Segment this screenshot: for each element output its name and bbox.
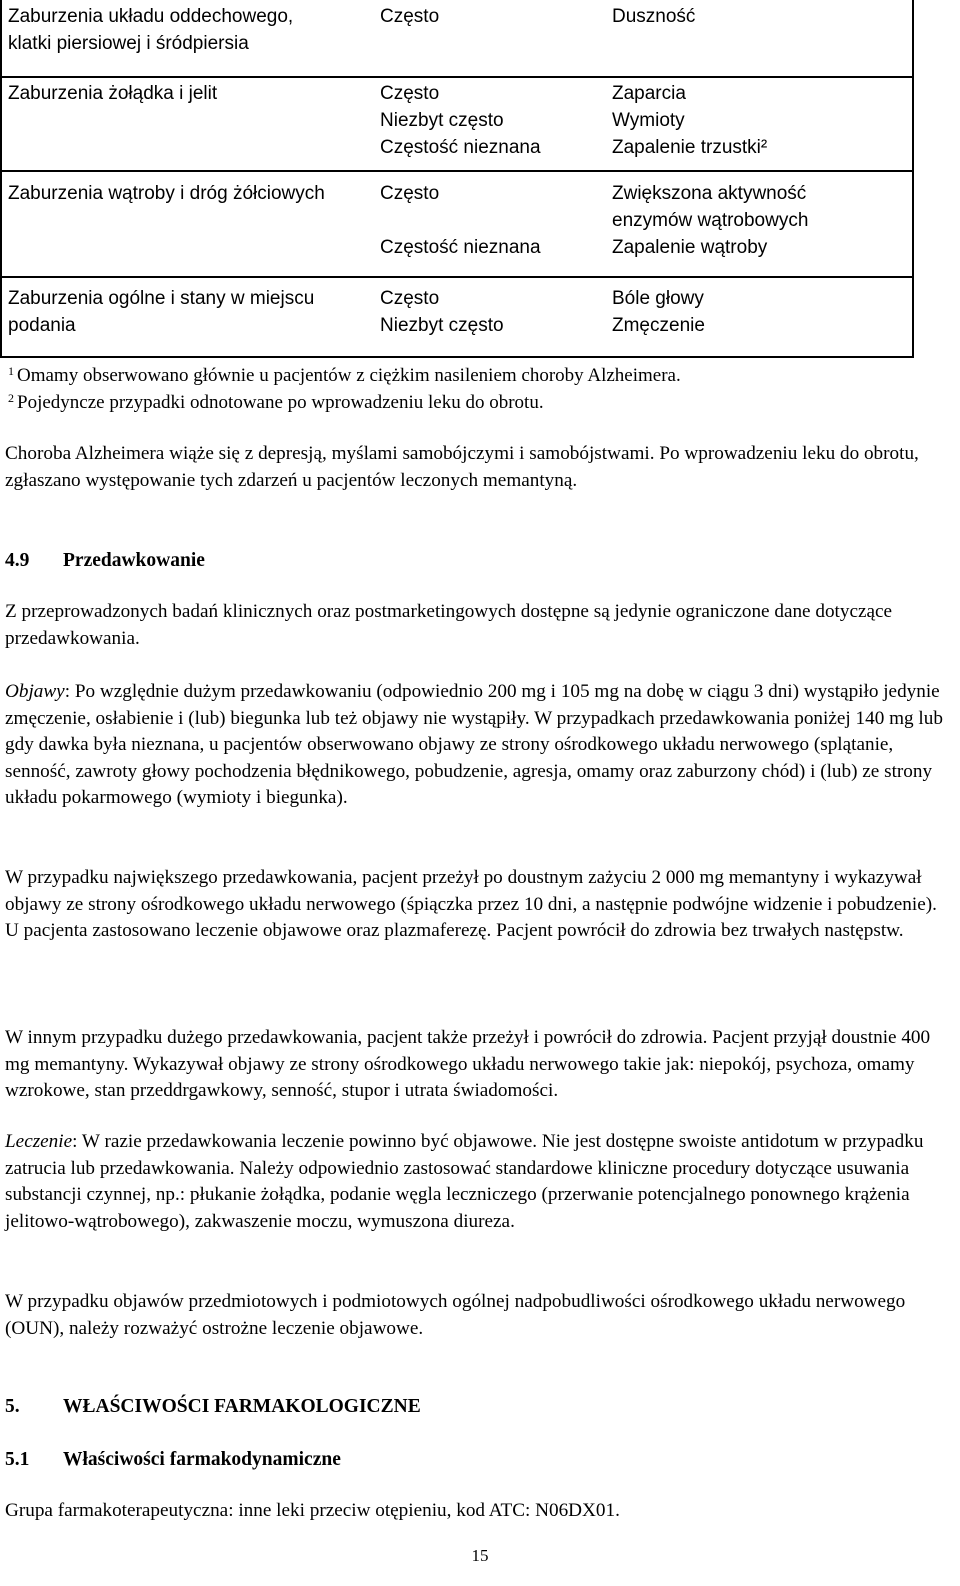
frequency-cell: Często Niezbyt często Częstość nieznana: [380, 83, 541, 158]
section-number: 5.: [5, 1396, 20, 1417]
cns-paragraph: W przypadku objawów przedmiotowych i podmiotowych ogólnej nadpobudliwości ośrodkowego układu nerwowego (OUN), należy rozważyć ostrożne leczenie objawowe.: [5, 1291, 906, 1339]
reaction-cell: Zaparcia Wymioty Zapalenie trzustki²: [612, 83, 768, 158]
footnote-mark: 2: [8, 391, 14, 405]
overdose-intro-paragraph: Z przeprowadzonych badań klinicznych oraz postmarketingowych dostępne są jedynie ograniczone dane dotyczące przedawkowania.: [5, 601, 893, 649]
treatment-text: : W razie przedawkowania leczenie powinno być objawowe. Nie jest dostępne swoiste antidotum w przypadku zatrucia lub przedawkowania. Należy odpowiednio zastosować standardowe kliniczne procedury dotyczące usuwania substancji czynnej, np.: płukanie żołądka, podanie węgla leczniczego (przerwanie potencjalnego ponownego krążenia jelitowo-wątrobowego), zakwaszenie moczu, wymuszona diureza.: [5, 1131, 924, 1232]
frequency-cell: Często Częstość nieznana: [380, 183, 541, 258]
reaction-cell: Bóle głowy Zmęczenie: [612, 288, 705, 336]
footnote-1: [8, 362, 938, 389]
section-number: 5.1: [5, 1449, 30, 1470]
reaction-cell: Zwiększona aktywność enzymów wątrobowych Zapalenie wątroby: [612, 183, 809, 258]
reaction-cell: Duszność: [612, 6, 696, 27]
section-heading-5: [5, 1393, 421, 1420]
footnote-text: Pojedyncze przypadki odnotowane po wprowadzeniu leku do obrotu.: [17, 392, 544, 413]
treatment-label: Leczenie: [5, 1131, 73, 1152]
treatment-paragraph: [5, 1129, 950, 1235]
organ-class-cell: Zaburzenia układu oddechowego, klatki piersiowej i śródpiersia: [8, 6, 294, 54]
pharmacotherapeutic-group: Grupa farmakoterapeutyczna: inne leki przeciw otępieniu, kod ATC: N06DX01.: [5, 1500, 620, 1521]
adverse-reactions-table: [0, 0, 914, 358]
row-divider: [0, 76, 912, 78]
table-left-border: [0, 0, 2, 358]
row-divider: [0, 276, 912, 278]
organ-class-cell: Zaburzenia wątroby i dróg żółciowych: [8, 183, 325, 204]
another-overdose-paragraph: W innym przypadku dużego przedawkowania, pacjent także przeżył i powrócił do zdrowia. Pacjent przyjął doustnie 400 mg memantyny. Wykazywał objawy ze strony ośrodkowego układu nerwowego takie jak: niepokój, psychoza, omamy wzrokowe, stan przeddrgawkowy, senność, stupor i utrata świadomości.: [5, 1027, 931, 1102]
row-divider: [0, 170, 912, 172]
symptoms-text: : Po względnie dużym przedawkowaniu (odpowiednio 200 mg i 105 mg na dobę w ciągu 3 dni) wystąpiło jedynie zmęczenie, osłabienie i (lub) biegunka lub też objawy nie wystąpiły. W przypadkach przedawkowania poniżej 140 mg lub gdy dawka była nieznana, u pacjentów obserwowano objawy ze strony ośrodkowego układu nerwowego (splątanie, senność, zawroty głowy pochodzenia błędnikowego, pobudzenie, agresja, omamy oraz zaburzony chód) i (lub) ze strony układu pokarmowego (wymioty i biegunka).: [5, 681, 943, 809]
section-heading-5-1: [5, 1446, 341, 1473]
footnote-mark: 1: [8, 364, 14, 378]
section-title: Przedawkowanie: [63, 550, 205, 571]
section-title: Właściwości farmakodynamiczne: [63, 1449, 341, 1470]
footnote-2: [8, 389, 938, 416]
frequency-cell: Często: [380, 6, 440, 27]
frequency-cell: Często Niezbyt często: [380, 288, 504, 336]
organ-class-cell: Zaburzenia ogólne i stany w miejscu podania: [8, 288, 315, 336]
symptoms-paragraph: [5, 679, 950, 812]
section-title: WŁAŚCIWOŚCI FARMAKOLOGICZNE: [63, 1396, 421, 1417]
page-number: 15: [471, 1546, 489, 1565]
section-heading-4-9: [5, 547, 205, 574]
footnote-text: Omamy obserwowano głównie u pacjentów z ciężkim nasileniem choroby Alzheimera.: [17, 365, 681, 386]
largest-overdose-paragraph: W przypadku największego przedawkowania, pacjent przeżył po doustnym zażyciu 2 000 mg memantyny i wykazywał objawy ze strony ośrodkowego układu nerwowego (śpiączka przez 10 dni, a następnie podwójne widzenie i pobudzenie). U pacjenta zastosowano leczenie objawowe oraz plazmaferezę. Pacjent powrócił do zdrowia bez trwałych następstw.: [5, 867, 937, 942]
alzheimer-paragraph: Choroba Alzheimera wiąże się z depresją, myślami samobójczymi i samobójstwami. Po wprowadzeniu leku do obrotu, zgłaszano występowanie tych zdarzeń u pacjentów leczonych memantyną.: [5, 443, 919, 491]
symptoms-label: Objawy: [5, 681, 65, 702]
organ-class-cell: Zaburzenia żołądka i jelit: [8, 83, 218, 104]
table-bottom-border: [0, 356, 912, 358]
section-number: 4.9: [5, 550, 30, 571]
